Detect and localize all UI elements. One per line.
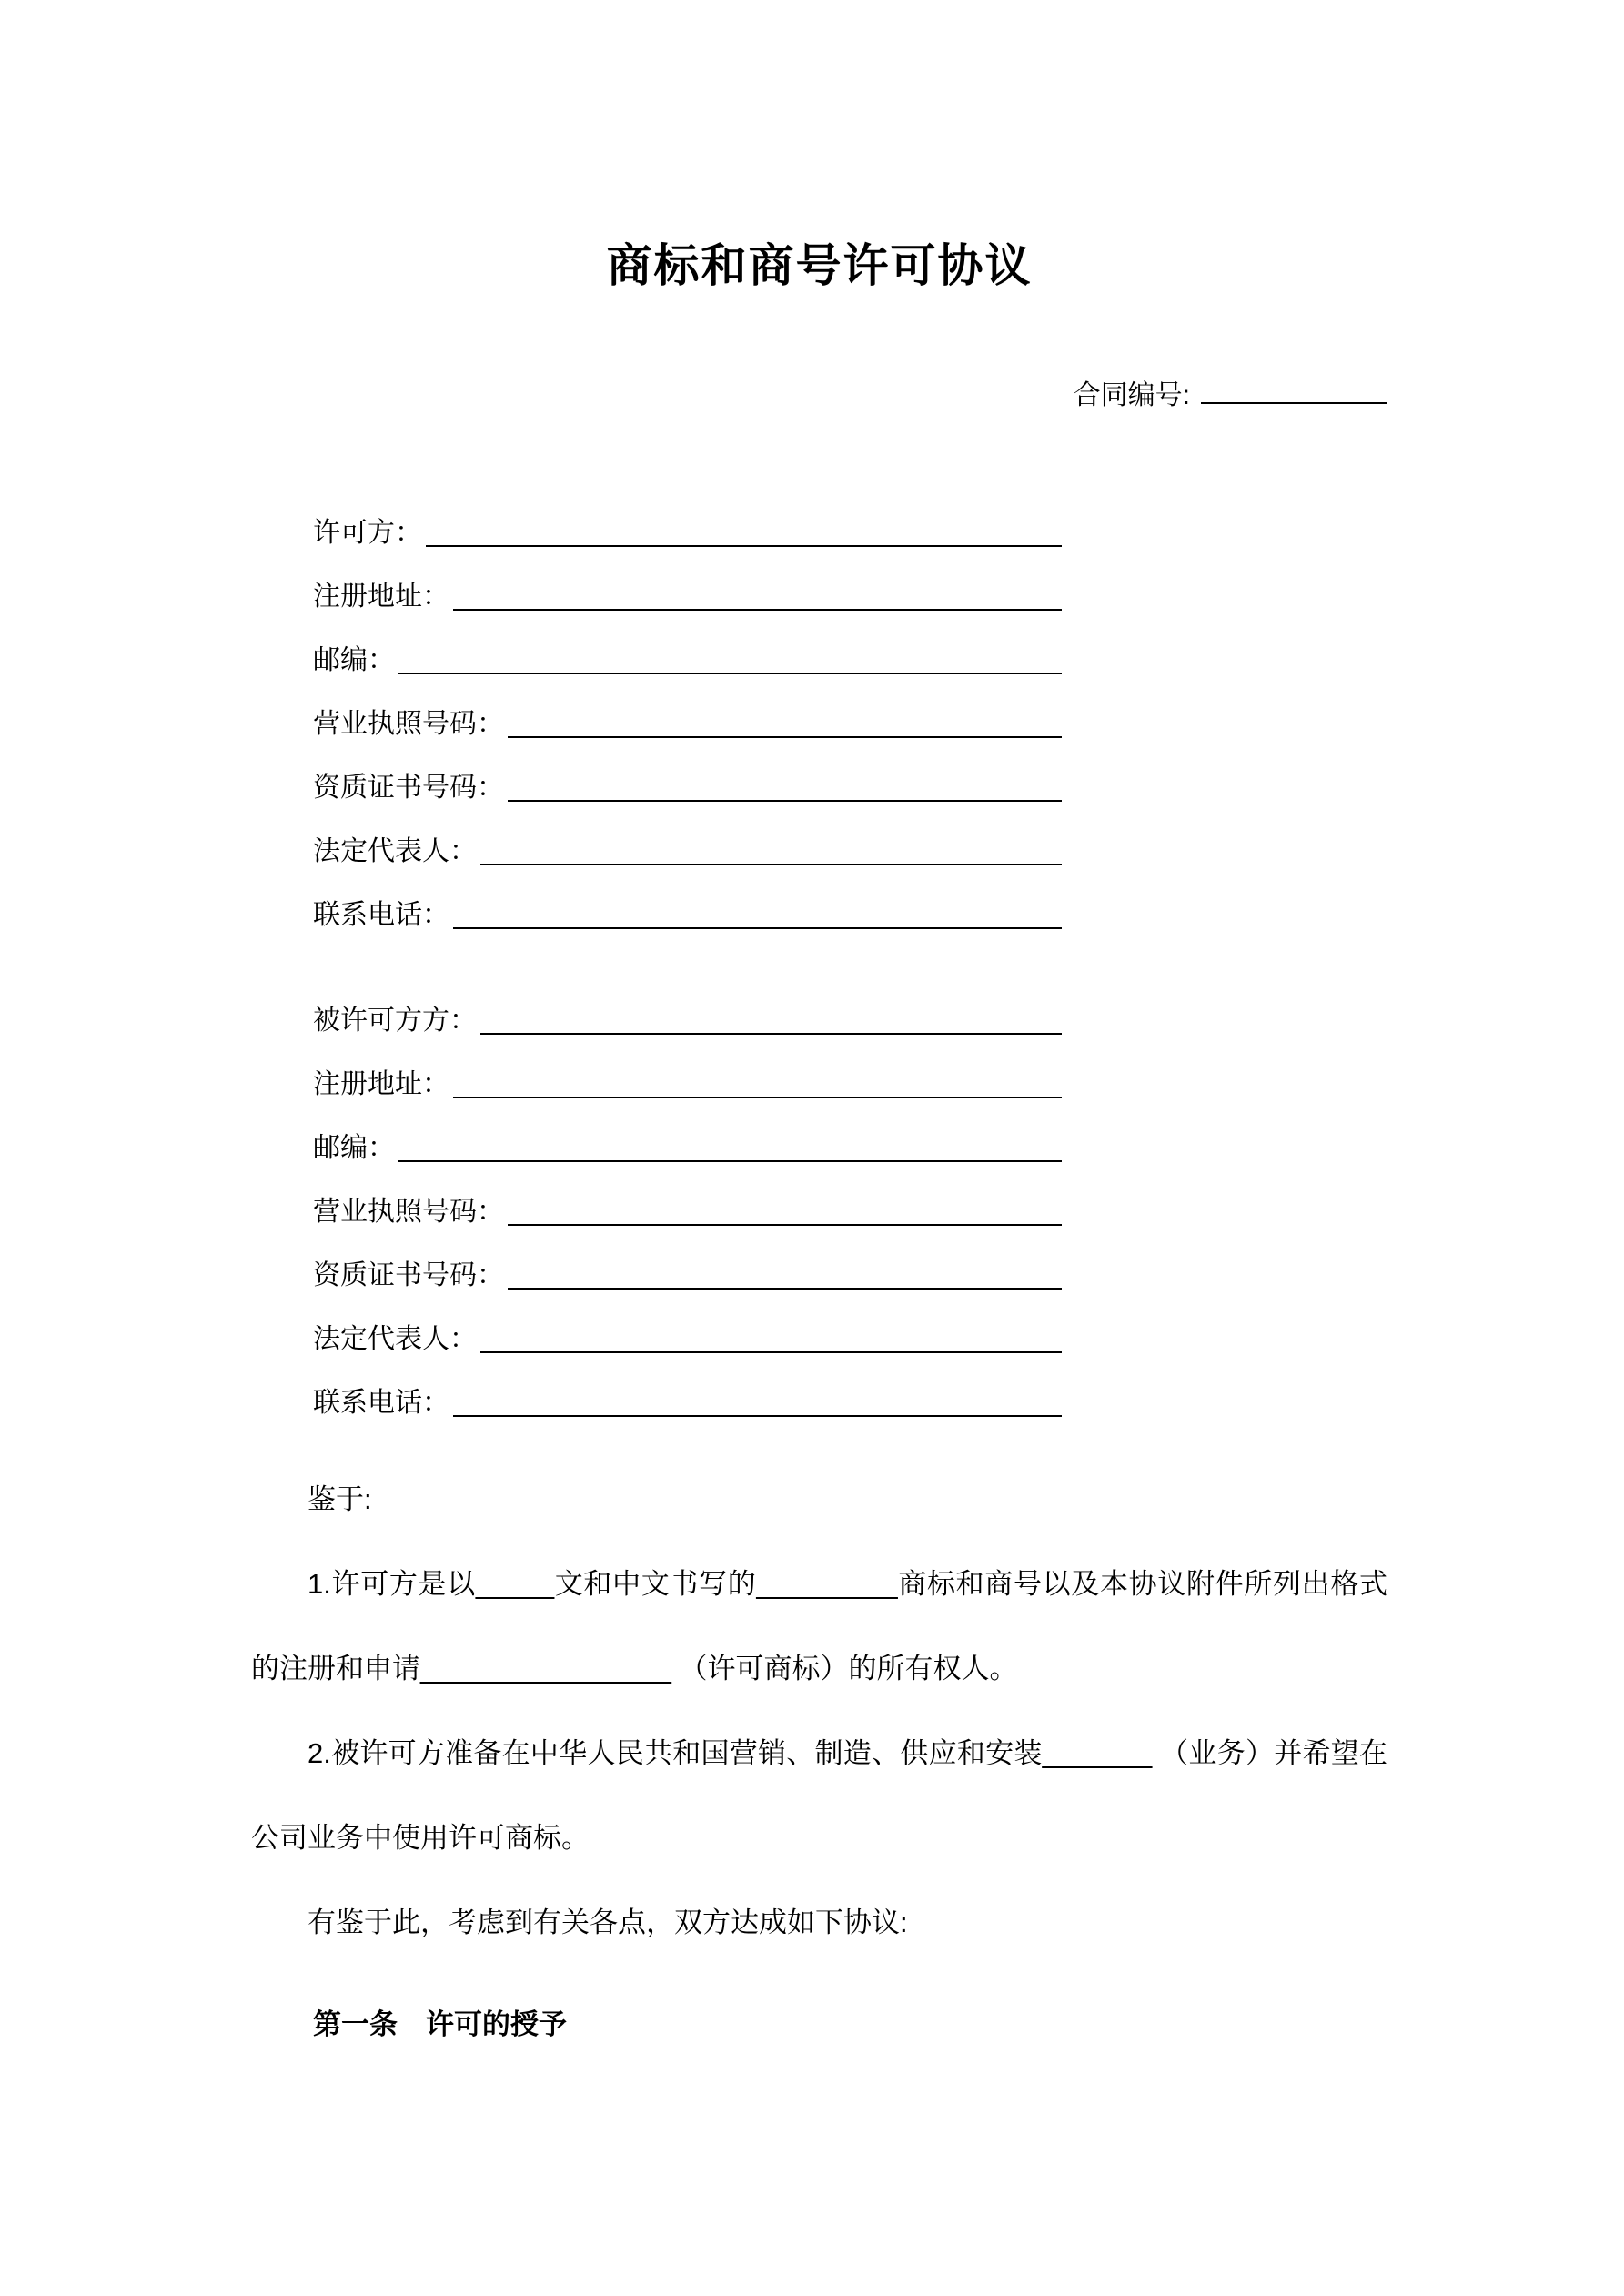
licensee-address-label: 注册地址： <box>313 1068 449 1100</box>
licensor-business-license-label: 营业执照号码： <box>313 708 504 740</box>
licensor-qualification-cert-label: 资质证书号码： <box>313 772 504 804</box>
form-field-row <box>313 816 1062 880</box>
form-field-row <box>313 561 1062 625</box>
form-field-row <box>313 753 1062 816</box>
document-title: 商标和商号许可协议 <box>606 240 1033 291</box>
form-field-row <box>313 1177 1062 1240</box>
licensor-zip-label: 邮编： <box>313 644 395 676</box>
licensor-name-label: 许可方： <box>313 517 422 549</box>
blank-underline <box>453 1097 1062 1098</box>
licensee-business-license-label: 营业执照号码： <box>313 1196 504 1228</box>
form-field-row <box>313 1113 1062 1177</box>
blank-underline <box>453 1415 1062 1417</box>
recital-2: 2.被许可方准备在中华人民共和国营销、制造、供应和安装_______ （业务）并希望在公司业务中使用许可商标。 <box>251 1737 1387 1854</box>
whereas-label: 鉴于: <box>308 1483 372 1515</box>
form-field-row <box>313 880 1062 944</box>
form-field-row <box>313 1368 1062 1431</box>
licensee-phone-label: 联系电话： <box>313 1387 449 1419</box>
form-field-row <box>313 689 1062 753</box>
licensee-section <box>313 986 1062 1431</box>
licensee-name-label: 被许可方方： <box>313 1005 477 1037</box>
form-field-row <box>313 1304 1062 1368</box>
contract-number-label: 合同编号: <box>1073 380 1190 410</box>
blank-underline <box>508 1224 1062 1226</box>
article-1-heading: 第一条 许可的授予 <box>313 2008 567 2040</box>
recital-1: 1.许可方是以_____文和中文书写的_________商标和商号以及本协议附件所列出格式的注册和申请________________ （许可商标）的所有权人。 <box>251 1568 1387 1684</box>
blank-underline <box>480 864 1062 865</box>
licensee-qualification-cert-label: 资质证书号码： <box>313 1259 504 1291</box>
blank-underline <box>508 800 1062 802</box>
form-field-row <box>313 1049 1062 1113</box>
form-field-row <box>313 498 1062 561</box>
form-field-row <box>313 625 1062 689</box>
licensee-zip-label: 邮编： <box>313 1132 395 1164</box>
blank-underline <box>398 1160 1062 1162</box>
licensor-phone-label: 联系电话： <box>313 899 449 931</box>
form-field-row <box>313 986 1062 1049</box>
blank-underline <box>480 1351 1062 1353</box>
blank-underline <box>453 927 1062 929</box>
form-field-row <box>313 1240 1062 1304</box>
licensor-address-label: 注册地址： <box>313 581 449 612</box>
licensee-legal-rep-label: 法定代表人： <box>313 1323 477 1355</box>
recitals-block <box>251 1457 1387 1965</box>
blank-underline <box>480 1033 1062 1035</box>
contract-number-blank <box>1201 377 1387 404</box>
blank-underline <box>426 545 1062 547</box>
agreement-lead-in: 有鉴于此，考虑到有关各点，双方达成如下协议: <box>308 1907 908 1938</box>
blank-underline <box>453 609 1062 611</box>
blank-underline <box>398 673 1062 674</box>
contract-number-row <box>251 377 1387 414</box>
blank-underline <box>508 1288 1062 1290</box>
licensor-section <box>313 498 1062 944</box>
licensor-legal-rep-label: 法定代表人： <box>313 835 477 867</box>
blank-underline <box>508 736 1062 738</box>
